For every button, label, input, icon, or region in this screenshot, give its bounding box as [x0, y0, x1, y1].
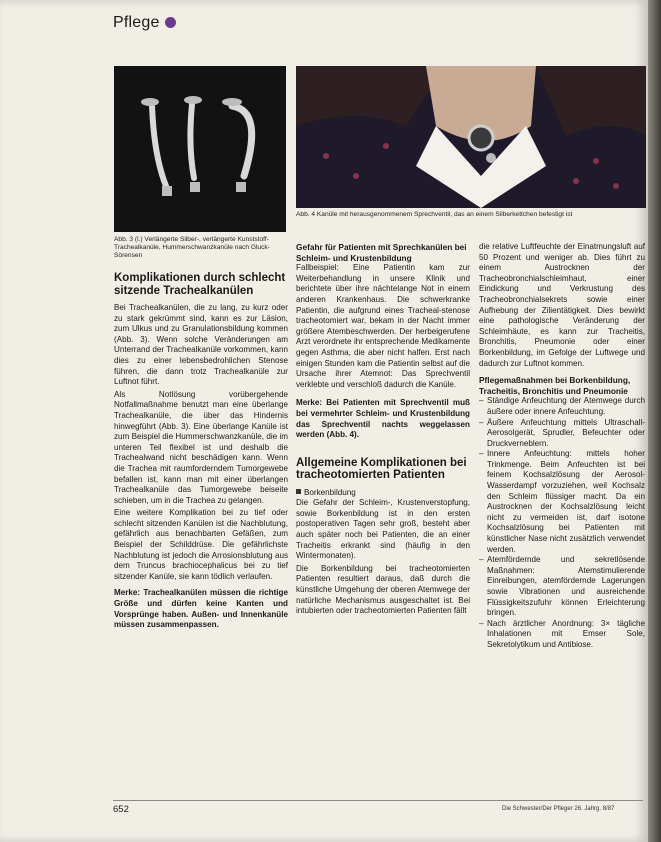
column-1 [114, 272, 288, 633]
heading-care-measures: Pflegemaßnahmen bei Borkenbildung, Tracheitis, Bronchitis und Pneumonie [479, 375, 631, 396]
page-edge [648, 0, 661, 842]
subheading-label: Borkenbildung [304, 487, 356, 497]
figure-4-caption: Abb. 4 Kanüle mit herausgenommenem Sprechventil, das an einem Silberkettchen befestigt ist [296, 211, 573, 218]
list-item: – Ständige Anfeuchtung der Atemwege durch äußere oder innere Anfeuchtung. [479, 396, 645, 417]
section-header [113, 14, 176, 32]
journal-footer: Die Schwester/Der Pfleger 26. Jahrg. 8/87 [502, 806, 615, 812]
list-item: – Atemfördernde und sekretlösende Maßnahmen: Atemstimulierende Einreibungen, atemfördernde Lagerungen sowie Vibrationen und ausreichende Flüssigkeitszufuhr können Erleichterung bringen. [479, 555, 645, 619]
speaking-valve-icon [469, 126, 493, 150]
figure-3-photo [114, 66, 286, 232]
section-dot-icon [165, 17, 176, 28]
section-title: Pflege [113, 14, 160, 31]
col3-paragraph-1: die relative Luftfeuchte der Einatmungsluft auf 50 Prozent und weniger ab. Dies führt zu einem Austrocknen der Tracheobronchialschleimhaut, einer Eindickung und Verkrustung des Tracheobronchialsekrets sowie einer Aufhebung der Zilientätigkeit. Dies bewirkt eine pathologische Veränderung der Schleimhäute, es kann zur Tracheitis, Bronchitis, Pneumonie oder einer Borkenbildung, im Gefolge der Luftwege und dadurch zur Luftnot kommen. [479, 242, 645, 368]
col2-paragraph-2: Die Gefahr der Schleim-, Krustenverstopfung, sowie Borkenbildung ist in den ersten postoperativen Tagen sehr groß, besteht aber auch später noch bei Patienten, die an einer Tracheitis erkrankt sind (häufig in den Wintermonaten). [296, 498, 470, 561]
heading-cannula-complications: Komplikationen durch schlecht sitzende Trachealkanülen [114, 272, 286, 297]
list-item: – Innere Anfeuchtung: mittels hoher Trinkmenge. Beim Anfeuchten ist bei feinem Kochsalzlösung der Aerosol-Wasserdampf vorzuziehen, weil Kochsalz den Schleim flüssiger macht. Da ein Austrocknen der Kochsalzlösung leicht nicht zu vermeiden ist, darf isotone Kochsalzlösung bei Patienten mit künstlicher Nase nicht zusätzlich verwendet werden. [479, 449, 645, 555]
list-item: – Nach ärztlicher Anordnung: 3× tägliche Inhalationen mit Emser Sole, Sekretolytikum und Antibiose. [479, 619, 645, 651]
cannulas-illustration [114, 66, 286, 232]
col2-note: Merke: Bei Patienten mit Sprechventil muß bei vermehrter Schleim- und Krustenbildung das Sprechventil nachts weggelassen werden (Abb. 4). [296, 398, 470, 440]
figure-4-photo [296, 66, 646, 208]
col1-paragraph-3: Eine weitere Komplikation bei zu tief oder schlecht sitzenden Kanülen ist die Nachblutung, gefährlich aus benachbarten Gefäßen, zum Beispiel der Schilddrüse. Die gefährlichste Nachblutung ist jedoch die Arrosionsblutung aus dem Truncus brachiocephalicus bei zu tief sitzender Kanüle, sie kann tödlich verlaufen. [114, 508, 288, 581]
column-2 [296, 242, 470, 619]
column-3 [479, 242, 645, 651]
figure-3-caption: Abb. 3 (l.) Verlängerte Silber-, verlängerte Kunststoff-Trachealkanüle, Hummerschwanzkanüle nach Gluck-Sörensen [114, 236, 270, 259]
patient-neck-illustration [296, 66, 646, 208]
heading-general-complications: Allgemeine Komplikationen bei tracheotomierten Patienten [296, 456, 467, 482]
subheading-crust-formation [296, 488, 470, 499]
care-measures-list [479, 396, 645, 650]
col1-paragraph-2: Als Notlösung vorübergehende Notfallmaßnahme benutzt man eine überlange Trachealkanüle, die über das Hindernis hinwegführt (Abb. 3). Eine überlange Kanüle ist zum Beispiel die Hummerschwanzkanüle, die im unteren Teil flexibel ist und deshalb die Trachealwand nicht beschädigen kann. Wenn die Trachea mit raumforderndem Tumorgewebe befallen ist, kann man mit einer überlangen Trachealkanüle das Tumorgewebe beiseite schieben, um in die Trachea zu gelangen. [114, 389, 288, 505]
list-item: – Äußere Anfeuchtung mittels Ultraschall-Aerosolgerät, Sprudler, Befeuchter oder Druckverneblern. [479, 418, 645, 450]
bullet-square-icon [296, 489, 301, 494]
heading-speech-cannula-risk: Gefahr für Patienten mit Sprechkanülen bei Schleim- und Krustenbildung [296, 242, 467, 263]
page-number: 652 [113, 804, 129, 815]
col1-paragraph-1: Bei Trachealkanülen, die zu lang, zu kurz oder zu stark gekrümmt sind, kann es zur Läsion, zum Ulkus und zu Granulationsbildung kommen (Abb. 3). Wenn solche Veränderungen am Unterrand der Trachealkanüle vorkommen, kann dies zu einer lebensbedrohlichen Stenose führen, die dann trotz Trachealkanüle zur Luftnot führt. [114, 303, 288, 387]
col2-paragraph-3: Die Borkenbildung bei tracheotomierten Patienten resultiert daraus, daß durch die künstliche Umgehung der oberen Atemwege der natürliche Mechanismus ausgeschaltet ist. Bei intubierten oder tracheotomierten Patienten fällt [296, 563, 470, 616]
col2-case-study: Fallbeispiel: Eine Patientin kam zur Weiterbehandlung in unsere Klinik und berichtete über ihre nächtelange Not in einem anderen Krankenhaus. Die schwerkranke Patientin, die aufgrund eines Tracheal-stenose tracheotomiert war, bekam in der Nacht immer größere Atembeschwerden. Der herbeigerufene Arzt verordnete ihr entsprechende Medikamente gegen Asthma, die aber nicht halfen. Erst nach einigen Stunden kam die Patientin selbst auf die Ursache ihrer Atemnot: Das Sprechventil verklebte und verschloß dadurch die Kanüle. [296, 263, 470, 389]
col1-note: Merke: Trachealkanülen müssen die richtige Größe und dürfen keine Kanten und Vorsprünge haben. Außen- und Innenkanüle müssen zusammenpassen. [114, 588, 288, 630]
footer-rule [113, 800, 643, 801]
